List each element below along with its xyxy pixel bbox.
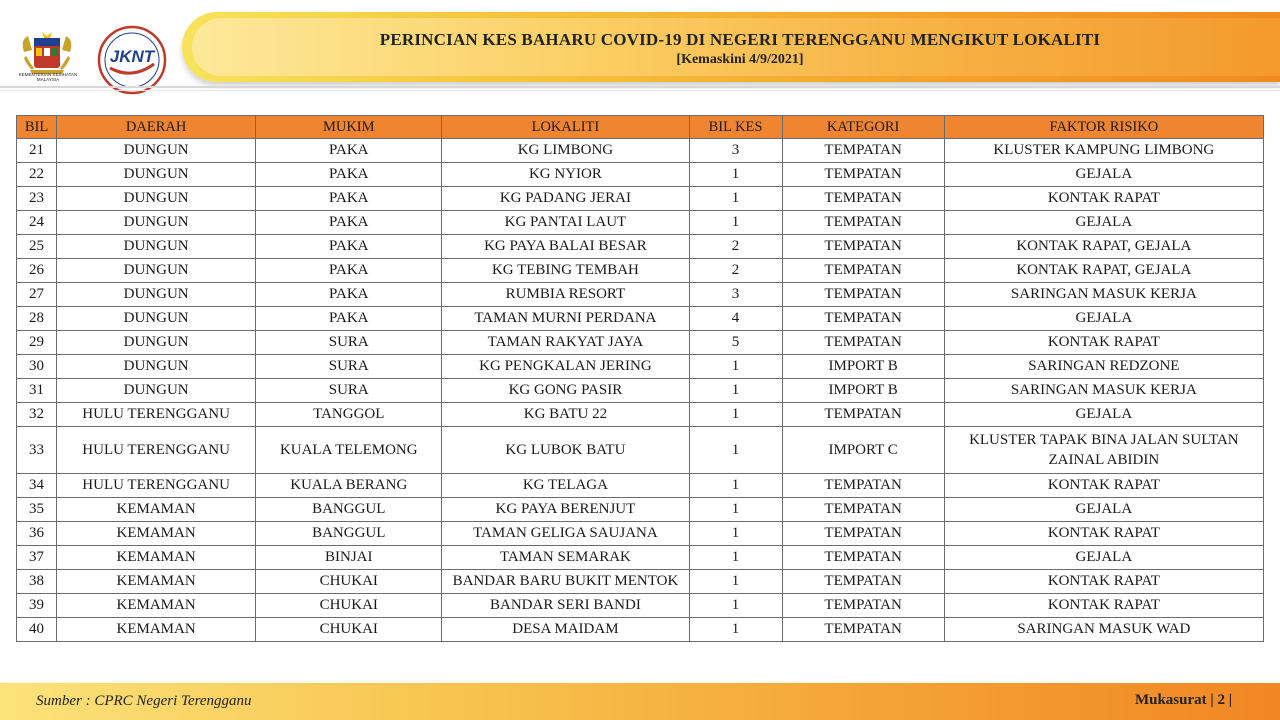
cell-bil: 25 [17,235,57,259]
cell-mukim: SURA [256,331,442,355]
cell-mukim: TANGGOL [256,403,442,427]
page-number: Mukasurat | 2 | [1134,692,1232,708]
table-row [17,570,1264,594]
cell-bil: 39 [17,594,57,618]
cell-lokaliti: KG GONG PASIR [442,379,689,403]
cell-bil-kes: 1 [689,427,782,474]
column-header-bil-kes: BIL KES [689,116,782,139]
cell-kategori: TEMPATAN [782,618,944,642]
cell-faktor-risiko: KONTAK RAPAT [944,594,1263,618]
table-row [17,427,1264,474]
cell-bil-kes: 1 [689,546,782,570]
cell-mukim: SURA [256,379,442,403]
cell-kategori: TEMPATAN [782,570,944,594]
table-row [17,235,1264,259]
cell-bil-kes: 2 [689,259,782,283]
cases-table [16,115,1264,642]
cell-faktor-risiko: KONTAK RAPAT [944,187,1263,211]
cell-mukim: KUALA TELEMONG [256,427,442,474]
column-header-bil: BIL [17,116,57,139]
table-row [17,283,1264,307]
cell-daerah: KEMAMAN [57,546,256,570]
cell-kategori: TEMPATAN [782,594,944,618]
table-row [17,139,1264,163]
cell-mukim: CHUKAI [256,570,442,594]
header-divider [0,86,1280,88]
cell-bil-kes: 2 [689,235,782,259]
cell-daerah: DUNGUN [57,259,256,283]
table-row [17,331,1264,355]
cell-kategori: IMPORT C [782,427,944,474]
cell-faktor-risiko: GEJALA [944,546,1263,570]
table-row [17,163,1264,187]
table-row [17,355,1264,379]
cell-bil: 36 [17,522,57,546]
cell-lokaliti: TAMAN RAKYAT JAYA [442,331,689,355]
cell-kategori: TEMPATAN [782,498,944,522]
cell-faktor-risiko: GEJALA [944,307,1263,331]
cell-bil-kes: 1 [689,211,782,235]
cell-bil: 32 [17,403,57,427]
cell-daerah: DUNGUN [57,163,256,187]
cell-kategori: TEMPATAN [782,331,944,355]
cell-lokaliti: TAMAN MURNI PERDANA [442,307,689,331]
cell-kategori: TEMPATAN [782,307,944,331]
cell-daerah: KEMAMAN [57,618,256,642]
cell-kategori: TEMPATAN [782,139,944,163]
cell-daerah: DUNGUN [57,331,256,355]
cell-mukim: PAKA [256,187,442,211]
column-header-kategori: KATEGORI [782,116,944,139]
cell-lokaliti: DESA MAIDAM [442,618,689,642]
table-row [17,187,1264,211]
cell-bil-kes: 5 [689,331,782,355]
column-header-lokaliti: LOKALITI [442,116,689,139]
cell-mukim: KUALA BERANG [256,474,442,498]
cell-daerah: DUNGUN [57,187,256,211]
table-row [17,403,1264,427]
cell-bil: 24 [17,211,57,235]
cell-mukim: CHUKAI [256,618,442,642]
cell-mukim: CHUKAI [256,594,442,618]
table-row [17,546,1264,570]
cell-bil: 34 [17,474,57,498]
cell-daerah: HULU TERENGGANU [57,403,256,427]
kkm-logo-text: KEMENTERIAN KESIHATAN MALAYSIA [18,72,78,82]
cell-kategori: TEMPATAN [782,259,944,283]
cell-bil-kes: 1 [689,187,782,211]
cell-lokaliti: KG PADANG JERAI [442,187,689,211]
cell-lokaliti: KG LIMBONG [442,139,689,163]
cell-lokaliti: KG PAYA BALAI BESAR [442,235,689,259]
table-header-row [17,116,1264,139]
logo-area [12,22,182,92]
cell-lokaliti: KG PAYA BERENJUT [442,498,689,522]
cell-lokaliti: BANDAR BARU BUKIT MENTOK [442,570,689,594]
cell-faktor-risiko: KONTAK RAPAT [944,570,1263,594]
table-row [17,618,1264,642]
cell-daerah: HULU TERENGGANU [57,474,256,498]
cell-kategori: TEMPATAN [782,211,944,235]
table-body [17,139,1264,642]
cell-daerah: DUNGUN [57,283,256,307]
cell-daerah: KEMAMAN [57,570,256,594]
cell-kategori: IMPORT B [782,355,944,379]
cell-faktor-risiko: SARINGAN MASUK KERJA [944,379,1263,403]
cell-lokaliti: KG BATU 22 [442,403,689,427]
cell-lokaliti: BANDAR SERI BANDI [442,594,689,618]
table-row [17,594,1264,618]
cell-bil-kes: 1 [689,379,782,403]
cell-mukim: PAKA [256,259,442,283]
cell-bil-kes: 1 [689,570,782,594]
column-header-faktor-risiko: FAKTOR RISIKO [944,116,1263,139]
cell-kategori: TEMPATAN [782,474,944,498]
cell-bil: 33 [17,427,57,474]
cell-daerah: KEMAMAN [57,498,256,522]
cell-bil: 37 [17,546,57,570]
cell-lokaliti: TAMAN GELIGA SAUJANA [442,522,689,546]
cell-lokaliti: KG PENGKALAN JERING [442,355,689,379]
cell-mukim: BANGGUL [256,498,442,522]
cell-faktor-risiko: KLUSTER TAPAK BINA JALAN SULTAN ZAINAL ABIDIN [944,427,1263,474]
cell-mukim: PAKA [256,211,442,235]
cell-bil: 40 [17,618,57,642]
column-header-mukim: MUKIM [256,116,442,139]
cell-daerah: DUNGUN [57,379,256,403]
cell-bil: 21 [17,139,57,163]
cell-mukim: PAKA [256,235,442,259]
cell-faktor-risiko: GEJALA [944,498,1263,522]
cell-kategori: TEMPATAN [782,235,944,259]
cell-faktor-risiko: KONTAK RAPAT [944,522,1263,546]
header-divider-light [0,90,1280,91]
cell-daerah: KEMAMAN [57,594,256,618]
cell-daerah: KEMAMAN [57,522,256,546]
source-note: Sumber : CPRC Negeri Terengganu [36,693,252,709]
cell-kategori: TEMPATAN [782,187,944,211]
cell-bil-kes: 1 [689,403,782,427]
cell-mukim: PAKA [256,139,442,163]
cell-daerah: DUNGUN [57,139,256,163]
table-row [17,498,1264,522]
cell-bil: 30 [17,355,57,379]
cell-kategori: TEMPATAN [782,403,944,427]
cell-bil-kes: 1 [689,355,782,379]
cell-mukim: BANGGUL [256,522,442,546]
cell-mukim: BINJAI [256,546,442,570]
cell-daerah: DUNGUN [57,211,256,235]
cell-lokaliti: KG TEBING TEMBAH [442,259,689,283]
cell-lokaliti: KG TELAGA [442,474,689,498]
cell-bil: 38 [17,570,57,594]
cell-kategori: IMPORT B [782,379,944,403]
cell-bil: 35 [17,498,57,522]
page-title: PERINCIAN KES BAHARU COVID-19 DI NEGERI TERENGGANU MENGIKUT LOKALITI [379,30,1101,49]
cell-faktor-risiko: GEJALA [944,163,1263,187]
table-row [17,259,1264,283]
cell-bil-kes: 1 [689,594,782,618]
cell-daerah: DUNGUN [57,307,256,331]
cell-kategori: TEMPATAN [782,522,944,546]
cell-mukim: PAKA [256,163,442,187]
table-row [17,474,1264,498]
cell-daerah: HULU TERENGGANU [57,427,256,474]
jknt-logo-text: JKNT [109,47,155,66]
cell-bil-kes: 4 [689,307,782,331]
cell-kategori: TEMPATAN [782,163,944,187]
table-row [17,379,1264,403]
cell-lokaliti: TAMAN SEMARAK [442,546,689,570]
cell-bil-kes: 1 [689,522,782,546]
cell-bil: 27 [17,283,57,307]
cell-bil: 26 [17,259,57,283]
cell-bil-kes: 1 [689,498,782,522]
cell-faktor-risiko: GEJALA [944,403,1263,427]
cell-lokaliti: RUMBIA RESORT [442,283,689,307]
table-row [17,307,1264,331]
cell-faktor-risiko: GEJALA [944,211,1263,235]
cell-bil: 29 [17,331,57,355]
cell-mukim: SURA [256,355,442,379]
update-date: [Kemaskini 4/9/2021] [676,52,804,67]
cell-bil: 22 [17,163,57,187]
cell-lokaliti: KG NYIOR [442,163,689,187]
cell-bil-kes: 1 [689,163,782,187]
cell-faktor-risiko: KONTAK RAPAT, GEJALA [944,235,1263,259]
cell-daerah: DUNGUN [57,235,256,259]
cell-bil: 28 [17,307,57,331]
cell-faktor-risiko: KONTAK RAPAT [944,331,1263,355]
cell-faktor-risiko: SARINGAN MASUK KERJA [944,283,1263,307]
cell-kategori: TEMPATAN [782,283,944,307]
cell-faktor-risiko: KLUSTER KAMPUNG LIMBONG [944,139,1263,163]
cell-mukim: PAKA [256,307,442,331]
column-header-daerah: DAERAH [57,116,256,139]
cell-bil-kes: 1 [689,474,782,498]
cell-bil-kes: 3 [689,139,782,163]
cell-kategori: TEMPATAN [782,546,944,570]
cell-faktor-risiko: KONTAK RAPAT [944,474,1263,498]
cell-daerah: DUNGUN [57,355,256,379]
cell-faktor-risiko: SARINGAN REDZONE [944,355,1263,379]
cell-bil-kes: 3 [689,283,782,307]
cell-bil: 31 [17,379,57,403]
cell-bil: 23 [17,187,57,211]
table-row [17,211,1264,235]
cell-faktor-risiko: SARINGAN MASUK WAD [944,618,1263,642]
cell-mukim: PAKA [256,283,442,307]
table-row [17,522,1264,546]
cell-faktor-risiko: KONTAK RAPAT, GEJALA [944,259,1263,283]
cell-lokaliti: KG PANTAI LAUT [442,211,689,235]
cell-lokaliti: KG LUBOK BATU [442,427,689,474]
cell-bil-kes: 1 [689,618,782,642]
